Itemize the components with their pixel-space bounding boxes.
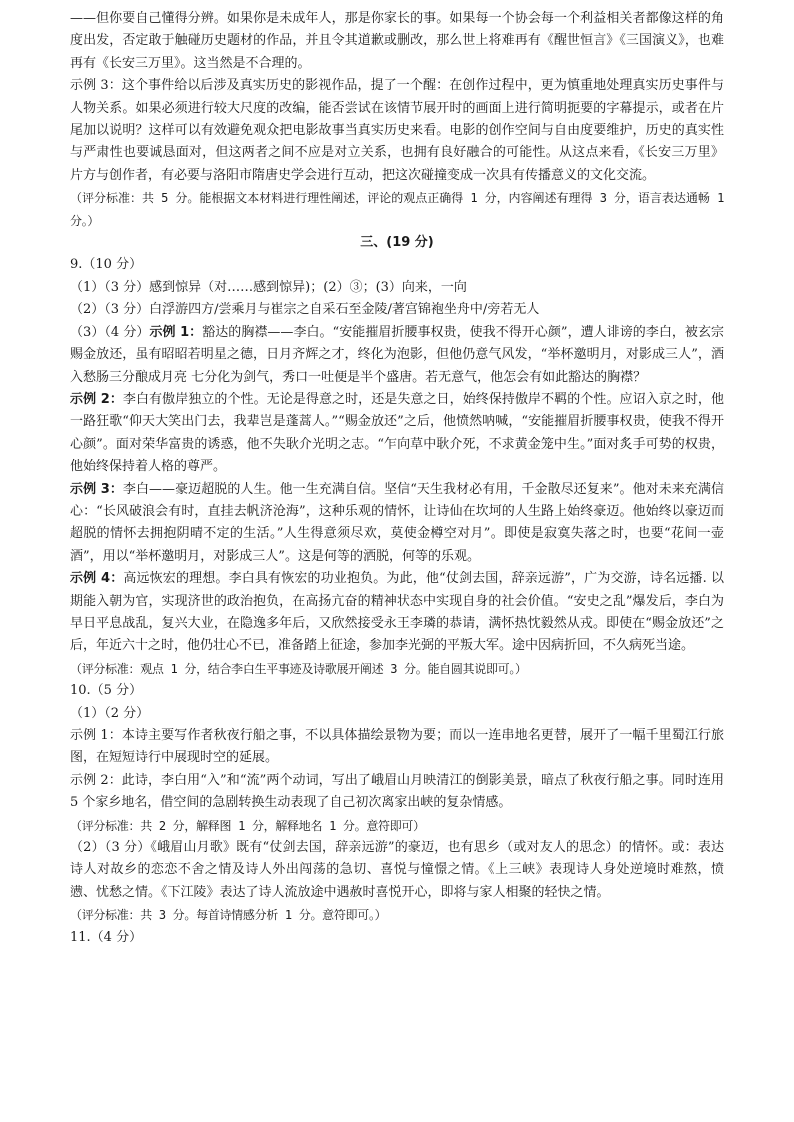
- q10-heading: 10.（5 分）: [70, 683, 143, 699]
- q9-ex4-label: 示例 4：: [70, 571, 124, 587]
- example-3-text: 这个事件给以后涉及真实历史的影视作品，提了一个醒：在创作过程中，更为慎重地处理真实历史事件与人物关系。如果必须进行较大尺度的改编，能否尝试在该情节展开时的画面上进行简明扼要的字幕提示，或者在片尾加以说明？这样可以有效避免观众把电影故事当真实历史来看。电影的创作空间与自由度要维护，历史的真实性与严肃性也要诚恳面对，但这两者之间不应是对立关系，也拥有良好融合的可能性。从这点来看，《长安三万里》片方与创作者，有必要与洛阳市隋唐史学会进行互动，把这次碰撞变成一次具有传播意义的文化交流。: [70, 78, 724, 183]
- q9-ex2-text: 李白有傲岸独立的个性。无论是得意之时，还是失意之日，始终保持傲岸不羁的个性。应诏入京之时，他一路狂歌“仰天大笑出门去，我辈岂是蓬蒿人。”“赐金放还”之后，他愤然呐喊，“安能摧眉折腰事权贵，使我不得开心颜”。面对荣华富贵的诱惑，他不失耿介光明之志。“乍向草中耿介死，不求黄金笼中生。”面对炙手可势的权贵，他始终保持着人格的尊严。: [70, 391, 724, 475]
- q9-part-3-example-3: [70, 479, 724, 569]
- section-3-heading: 三、(19 分): [360, 235, 434, 251]
- q11-heading: 11.（4 分）: [70, 929, 143, 945]
- q10-part-2: （2）（3 分）《峨眉山月歌》既有“仗剑去国，辞亲远游”的豪迈，也有思乡（或对友人的思念）的情怀。或：表达诗人对故乡的恋恋不舍之情及诗人外出闯荡的急切、喜悦与憧憬之情。《上三峡》表现诗人身处逆境时难熬，愤懑、忧愁之情。《下江陵》表达了诗人流放途中遇赦时喜悦开心，即将与家人相聚的轻快之情。: [70, 840, 724, 900]
- q10-example-2: 示例 2：此诗，李白用“入”和“流”两个动词，写出了峨眉山月映清江的倒影美景，暗点了秋夜行船之事。同时连用 5 个家乡地名，借空间的急剧转换生动表现了自己初次离家出峡的复杂情感。: [70, 772, 724, 811]
- q9-part-2: （2）（3 分）白浮游四方/尝乘月与崔宗之自采石至金陵/著宫锦袍坐舟中/旁若无人: [70, 302, 540, 318]
- q9-ex4-text: 高远恢宏的理想。李白具有恢宏的功业抱负。为此，他“仗剑去国，辞亲远游”，广为交游，诗名远播. 以期能入朝为官，实现济世的政治抱负，在高扬亢奋的精神状态中实现自身的社会价值。“安史之乱”爆发后，李白为早日平息战乱，复兴大业，在隐逸多年后，又欣然接受永王李璘的恭请，满怀热忱毅然从戎。即使在“赐金放还”之后，年近六十之时，他仍壮心不已，准备踏上征途，参加李光弼的平叛大军。途中因病折回，不久病死当途。: [70, 571, 724, 654]
- q9-ex3-label: 示例 3：: [70, 481, 123, 497]
- q9-ex2-label: 示例 2：: [70, 391, 123, 407]
- para-argument-end: ——但你要自己懂得分辨。如果你是未成年人，那是你家长的事。如果每一个协会每一个利益相关者都像这样的角度出发，否定敢于触碰历史题材的作品，并且令其道歉或删改，那么世上将难再有《醒世恒言》《三国演义》，也难再有《长安三万里》。这当然是不合理的。: [70, 11, 724, 71]
- q9-part-3-example-1: [70, 322, 724, 389]
- q9-heading: 9.（10 分）: [70, 257, 143, 273]
- q9-ex1-label: 示例 1：: [149, 324, 203, 340]
- scoring-note-2: （评分标准：观点 1 分，结合李白生平事迹及诗歌展开阐述 3 分。能自圆其说即可。）: [70, 661, 527, 676]
- q9-part-3-example-2: [70, 389, 724, 479]
- para-example-3: [70, 75, 724, 187]
- scoring-note-4: （评分标准：共 3 分。每首诗情感分析 1 分。意符即可。）: [70, 908, 387, 923]
- q9-ex3-text: 李白——豪迈超脱的人生。他一生充满自信。坚信“天生我材必有用，千金散尽还复来”。他对未来充满信心：“长风破浪会有时，直挂去帆济沧海”，这种乐观的情怀，让诗仙在坎坷的人生路上始终豪迈。他始终以豪迈而超脱的情怀去拥抱阴晴不定的生活。”人生得意须尽欢，莫使金樽空对月”。即使是寂寞失落之时，也要“花间一壶酒”，用以“举杯邀明月，对影成三人”。这是何等的洒脱，何等的乐观。: [70, 481, 724, 564]
- example-3-label: 示例 3：: [70, 78, 122, 94]
- scoring-note-3: （评分标准：共 2 分，解释图 1 分，解释地名 1 分。意符即可）: [70, 818, 425, 833]
- scoring-note-1: （评分标准：共 5 分。能根据文本材料进行理性阐述，评论的观点正确得 1 分，内容阐述有理得 3 分，语言表达通畅 1 分。）: [70, 191, 724, 228]
- q9-part-1: （1）（3 分）感到惊异（对……感到惊异)；(2）③；(3）向来，一向: [70, 279, 467, 295]
- q9-part-3-example-4: [70, 568, 724, 658]
- q10-part-1: （1）（2 分）: [70, 705, 150, 721]
- q10-example-1: 示例 1：本诗主要写作者秋夜行船之事，不以具体描绘景物为要；而以一连串地名更替，展开了一幅千里蜀江行旅图，在短短诗行中展现时空的延展。: [70, 728, 724, 766]
- q9-part-3-prefix: （3）（4 分）: [70, 324, 150, 340]
- q9-ex1-text: 豁达的胸襟——李白。“安能摧眉折腰事权贵，使我不得开心颜”，遭人诽谤的李白，被玄宗赐金放还，虽有昭昭若明星之德，日月齐辉之才，终化为泡影，但他仍意气风发，“举杯邀明月，对影成三人”，酒入愁肠三分酿成月亮 七分化为剑气，秀口一吐便是半个盛唐。若无意气，他怎会有如此豁达的胸襟？: [70, 324, 724, 385]
